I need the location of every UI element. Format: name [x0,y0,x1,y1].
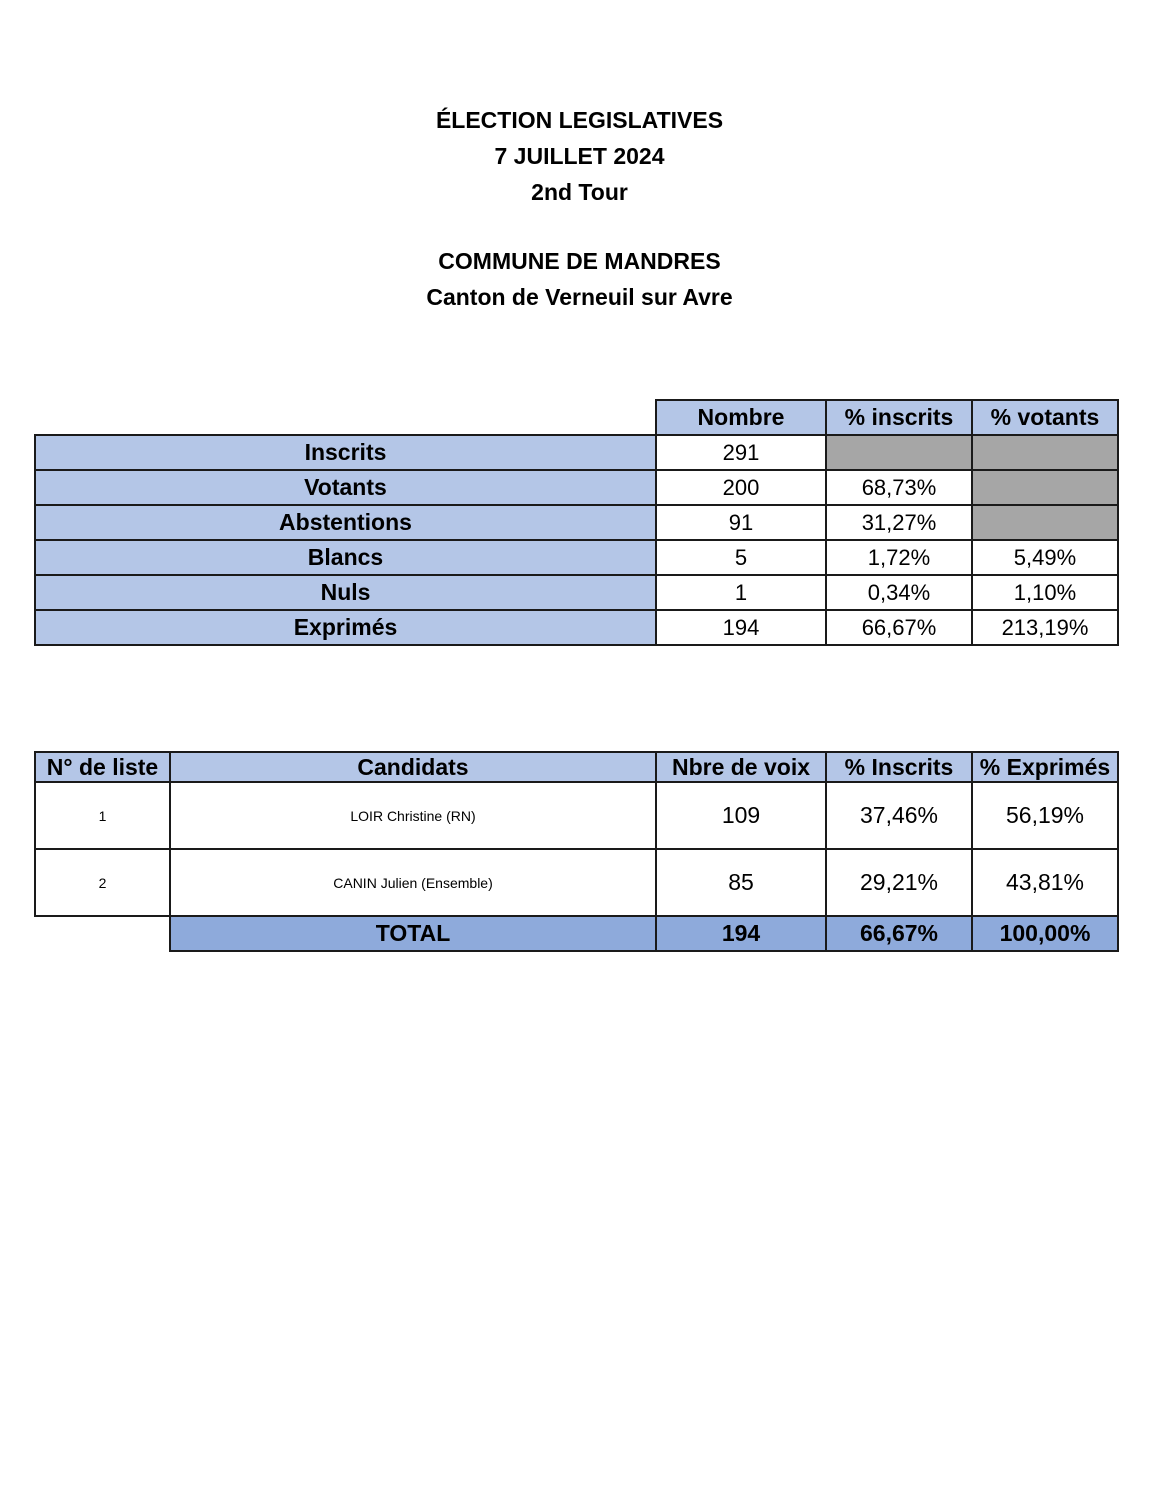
nombre-cell: 91 [656,505,826,540]
candidate-name-cell: CANIN Julien (Ensemble) [170,849,656,916]
total-votes: 194 [656,916,826,951]
pct-inscrits-cell [826,435,972,470]
pct-votants-cell: 213,19% [972,610,1118,645]
summary-row-inscrits [35,435,1118,470]
pct-inscrits-cell: 68,73% [826,470,972,505]
candidates-header-row [35,752,1118,782]
col-pct-exprimes: % Exprimés [972,752,1118,782]
pct-votants-cell [972,470,1118,505]
pct-inscrits-cell: 37,46% [826,782,972,849]
summary-row-abstentions [35,505,1118,540]
total-blank-cell [35,916,170,951]
candidates-table [34,751,1119,952]
pct-exprimes-cell: 43,81% [972,849,1118,916]
total-row [35,916,1118,951]
pct-inscrits-cell: 29,21% [826,849,972,916]
row-label: Abstentions [35,505,656,540]
summary-row-blancs [35,540,1118,575]
election-date: 7 JUILLET 2024 [494,143,665,169]
list-number-cell: 1 [35,782,170,849]
summary-row-votants [35,470,1118,505]
nombre-cell: 291 [656,435,826,470]
summary-col-pct-votants: % votants [972,400,1118,435]
candidate-row [35,782,1118,849]
votes-cell: 109 [656,782,826,849]
canton-name: Canton de Verneuil sur Avre [426,284,733,310]
nombre-cell: 200 [656,470,826,505]
summary-col-pct-inscrits: % inscrits [826,400,972,435]
document-title-block [0,102,1159,210]
pct-inscrits-cell: 0,34% [826,575,972,610]
col-votes: Nbre de voix [656,752,826,782]
list-number-cell: 2 [35,849,170,916]
col-pct-inscrits: % Inscrits [826,752,972,782]
row-label: Blancs [35,540,656,575]
commune-name: COMMUNE DE MANDRES [438,248,721,274]
row-label: Exprimés [35,610,656,645]
pct-inscrits-cell: 1,72% [826,540,972,575]
votes-cell: 85 [656,849,826,916]
candidate-name-cell: LOIR Christine (RN) [170,782,656,849]
col-candidates: Candidats [170,752,656,782]
summary-header-row [35,400,1118,435]
election-title: ÉLECTION LEGISLATIVES [435,107,724,133]
row-label: Votants [35,470,656,505]
pct-inscrits-cell: 31,27% [826,505,972,540]
total-pct-inscrits: 66,67% [826,916,972,951]
pct-exprimes-cell: 56,19% [972,782,1118,849]
summary-row-nuls [35,575,1118,610]
pct-votants-cell: 1,10% [972,575,1118,610]
row-label: Nuls [35,575,656,610]
commune-title-block [0,243,1159,315]
summary-row-exprimes [35,610,1118,645]
pct-inscrits-cell: 66,67% [826,610,972,645]
summary-col-nombre: Nombre [656,400,826,435]
col-list-number: N° de liste [35,752,170,782]
pct-votants-cell: 5,49% [972,540,1118,575]
row-label: Inscrits [35,435,656,470]
total-label: TOTAL [170,916,656,951]
summary-table [34,399,1119,646]
nombre-cell: 1 [656,575,826,610]
nombre-cell: 5 [656,540,826,575]
pct-votants-cell [972,435,1118,470]
election-round: 2nd Tour [531,179,628,205]
pct-votants-cell [972,505,1118,540]
summary-header-blank [35,400,656,435]
candidate-row [35,849,1118,916]
total-pct-exprimes: 100,00% [972,916,1118,951]
nombre-cell: 194 [656,610,826,645]
